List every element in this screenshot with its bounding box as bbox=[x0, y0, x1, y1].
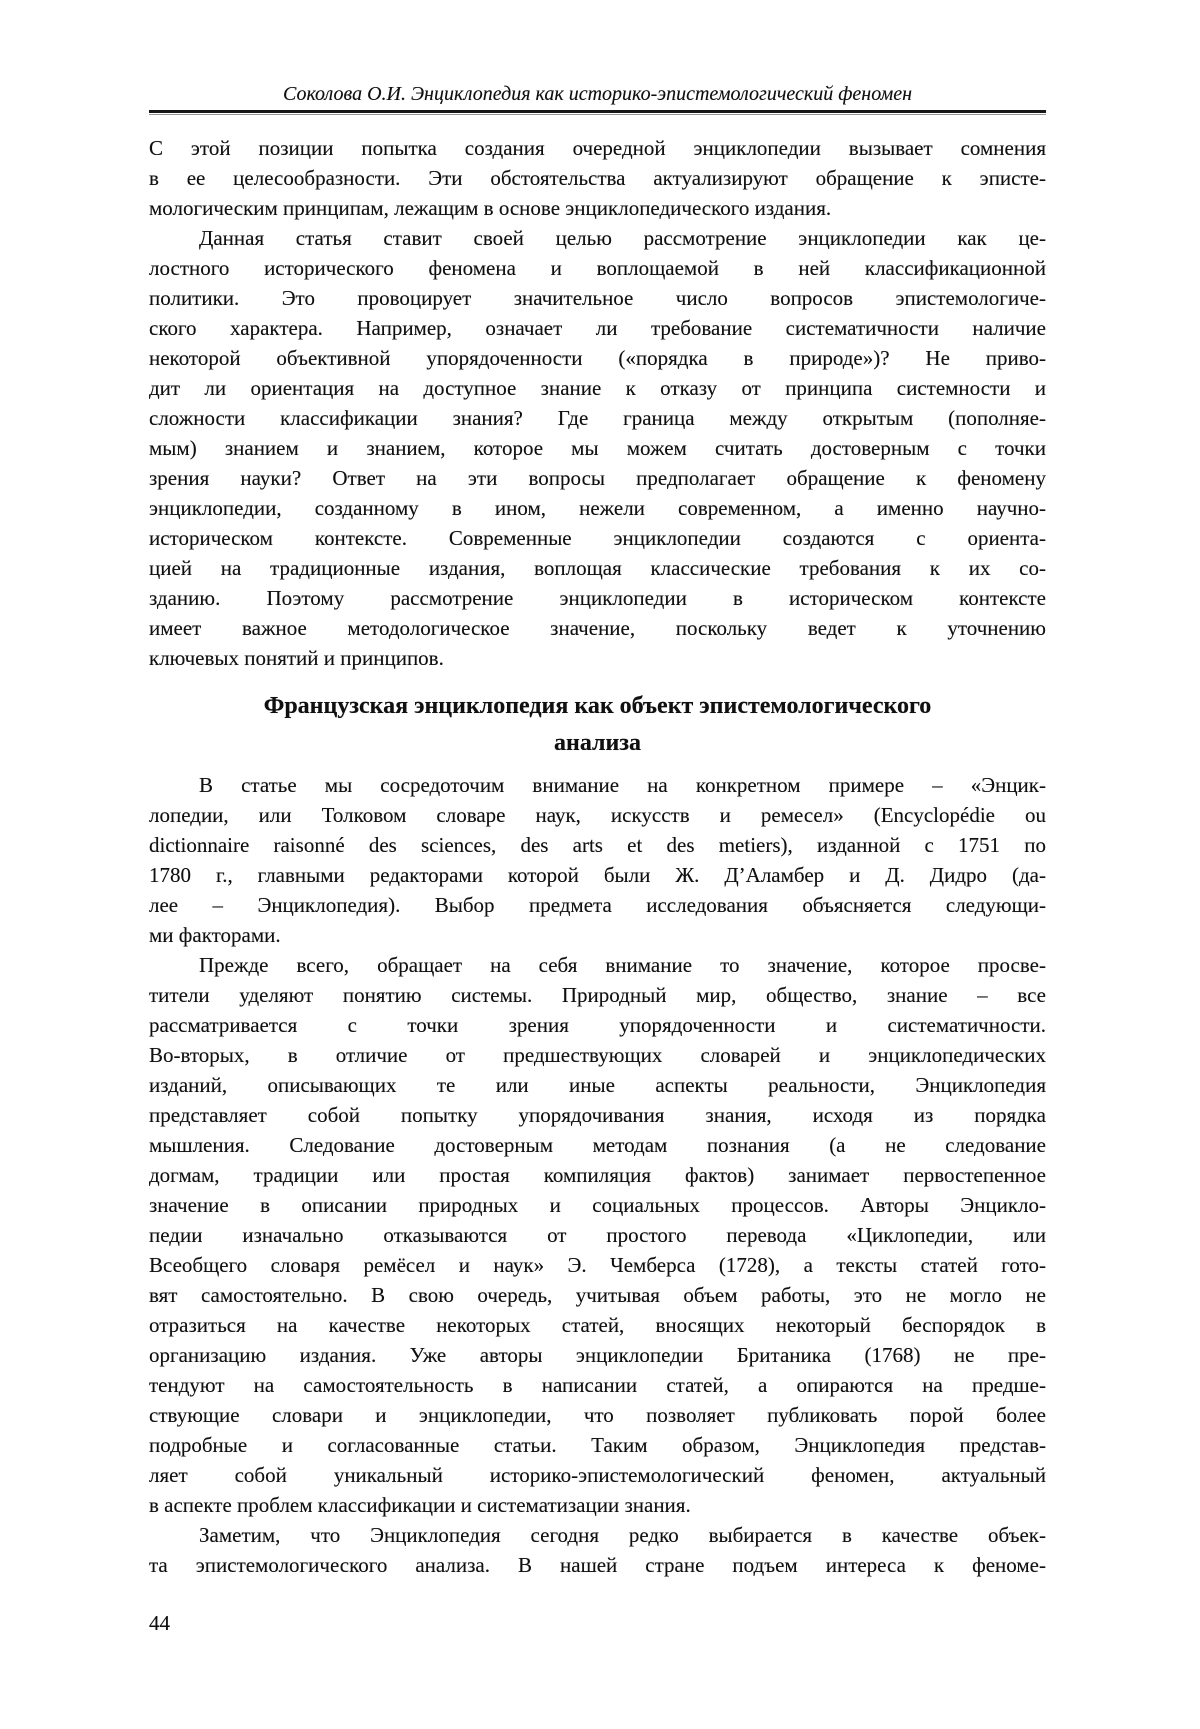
paragraph-line: мышления. Следование достоверным методам познания (а не следование bbox=[149, 1133, 1046, 1157]
paragraph-line: подробные и согласованные статьи. Таким образом, Энциклопедия представ- bbox=[149, 1433, 1046, 1457]
paragraph-line: лостного исторического феномена и воплощаемой в ней классификационной bbox=[149, 256, 1046, 280]
paragraph-line: ключевых понятий и принципов. bbox=[149, 646, 444, 670]
running-header-title: Соколова О.И. Энциклопедия как историко-эпистемологический феномен bbox=[282, 83, 913, 105]
paragraph-line: та эпистемологического анализа. В нашей стране подъем интереса к феноме- bbox=[149, 1553, 1046, 1577]
paragraph-line: догмам, традиции или простая компиляция фактов) занимает первостепенное bbox=[149, 1163, 1046, 1187]
paragraph-line: лее – Энциклопедия). Выбор предмета исследования объясняется следующи- bbox=[149, 893, 1046, 917]
paragraph-line: тендуют на самостоятельность в написании статей, а опираются на предше- bbox=[149, 1373, 1046, 1397]
paragraph-line: организацию издания. Уже авторы энциклопедии Британика (1768) не пре- bbox=[149, 1343, 1046, 1367]
section-heading-line: анализа bbox=[554, 730, 641, 756]
paragraph-line: сложности классификации знания? Где граница между открытым (пополняе- bbox=[149, 406, 1046, 430]
paragraph-line: зданию. Поэтому рассмотрение энциклопедии в историческом контексте bbox=[149, 586, 1046, 610]
paragraph-line: мым) знанием и знанием, которое мы можем считать достоверным с точки bbox=[149, 436, 1046, 460]
paragraph bbox=[149, 133, 1046, 223]
paragraph-line: мологическим принципам, лежащим в основе энциклопедического издания. bbox=[149, 196, 832, 220]
paragraph-line: лопедии, или Толковом словаре наук, искусств и ремесел» (Encyclopédie ou bbox=[149, 803, 1046, 827]
article-body bbox=[149, 133, 1046, 1580]
paragraph-line: педии изначально отказываются от простого перевода «Циклопедии, или bbox=[149, 1223, 1046, 1247]
paragraph-line: Заметим, что Энциклопедия сегодня редко выбирается в качестве объек- bbox=[199, 1523, 1046, 1547]
paragraph bbox=[149, 950, 1046, 1520]
paragraph-line: рассматривается с точки зрения упорядоченности и систематичности. bbox=[149, 1013, 1046, 1037]
running-header bbox=[149, 82, 1046, 115]
paragraph-line: ми факторами. bbox=[149, 923, 281, 947]
paragraph-line: зрения науки? Ответ на эти вопросы предполагает обращение к феномену bbox=[149, 466, 1046, 490]
paragraph-line: некоторой объективной упорядоченности («порядка в природе»)? Не приво- bbox=[149, 346, 1046, 370]
page-number: 44 bbox=[149, 1611, 170, 1635]
paragraph-line: в аспекте проблем классификации и систематизации знания. bbox=[149, 1493, 691, 1517]
paragraph-line: политики. Это провоцирует значительное число вопросов эпистемологиче- bbox=[149, 286, 1046, 310]
paragraph-line: ляет собой уникальный историко-эпистемологический феномен, актуальный bbox=[149, 1463, 1046, 1487]
paragraph-line: дит ли ориентация на доступное знание к отказу от принципа системности и bbox=[149, 376, 1046, 400]
section-heading-line: Французская энциклопедия как объект эпистемологического bbox=[263, 693, 932, 719]
paragraph-line: отразиться на качестве некоторых статей, вносящих некоторый беспорядок в bbox=[149, 1313, 1046, 1337]
paragraph-line: представляет собой попытку упорядочивания знания, исходя из порядка bbox=[149, 1103, 1046, 1127]
paragraph-line: энциклопедии, созданному в ином, нежели современном, а именно научно- bbox=[149, 496, 1046, 520]
paragraph bbox=[149, 223, 1046, 673]
paragraph-line: Во-вторых, в отличие от предшествующих словарей и энциклопедических bbox=[149, 1043, 1046, 1067]
paragraph-line: Данная статья ставит своей целью рассмотрение энциклопедии как це- bbox=[199, 226, 1046, 250]
paragraph-line: ствующие словари и энциклопедии, что позволяет публиковать порой более bbox=[149, 1403, 1046, 1427]
header-rule bbox=[149, 110, 1046, 115]
paragraph-line: 1780 г., главными редакторами которой были Ж. Д’Аламбер и Д. Дидро (да- bbox=[149, 863, 1046, 887]
paragraph-line: цией на традиционные издания, воплощая классические требования к их со- bbox=[149, 556, 1046, 580]
paragraph-line: историческом контексте. Современные энциклопедии создаются с ориента- bbox=[149, 526, 1046, 550]
paragraph-line: в ее целесообразности. Эти обстоятельства актуализируют обращение к эписте- bbox=[149, 166, 1046, 190]
paragraph-line: изданий, описывающих те или иные аспекты реальности, Энциклопедия bbox=[149, 1073, 1046, 1097]
paragraph-line: значение в описании природных и социальных процессов. Авторы Энцикло- bbox=[149, 1193, 1046, 1217]
paragraph-line: ского характера. Например, означает ли требование систематичности наличие bbox=[149, 316, 1046, 340]
paragraph-line: dictionnaire raisonné des sciences, des arts et des metiers), изданной с 1751 по bbox=[149, 833, 1046, 857]
paragraph-line: вят самостоятельно. В свою очередь, учитывая объем работы, это не могло не bbox=[149, 1283, 1046, 1307]
paragraph-line: имеет важное методологическое значение, поскольку ведет к уточнению bbox=[149, 616, 1046, 640]
paragraph-line: Всеобщего словаря ремёсел и наук» Э. Чемберса (1728), а тексты статей гото- bbox=[149, 1253, 1046, 1277]
paragraph-line: Прежде всего, обращает на себя внимание то значение, которое просве- bbox=[199, 953, 1046, 977]
paragraph bbox=[149, 1520, 1046, 1580]
paragraph bbox=[149, 770, 1046, 950]
paragraph-line: В статье мы сосредоточим внимание на конкретном примере – «Энцик- bbox=[199, 773, 1046, 797]
paragraph-line: С этой позиции попытка создания очередной энциклопедии вызывает сомнения bbox=[149, 136, 1046, 160]
section-heading bbox=[149, 688, 1046, 762]
paragraph-line: тители уделяют понятию системы. Природный мир, общество, знание – все bbox=[149, 983, 1046, 1007]
